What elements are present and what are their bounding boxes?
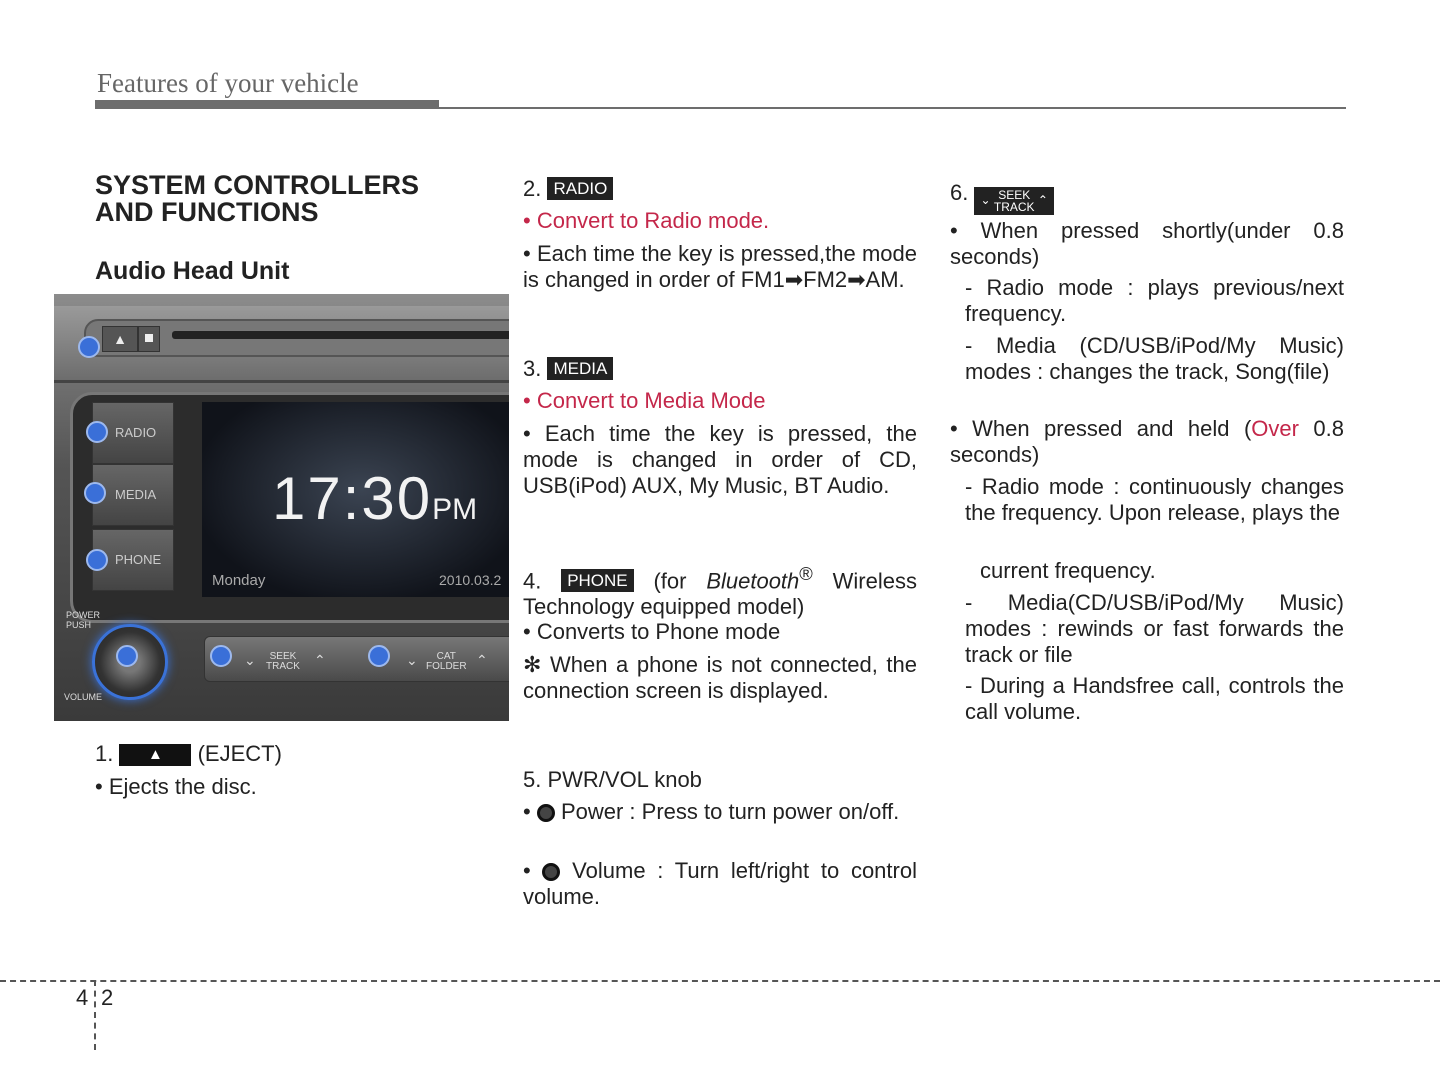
radio-number: 2. — [523, 176, 542, 201]
knob-power: • Power : Press to turn power on/off. — [523, 799, 900, 824]
head-unit-image — [54, 294, 509, 721]
seek-number: 6. — [950, 180, 969, 205]
media-button-image: MEDIA — [92, 464, 174, 526]
seek-bullet-1: • When pressed shortly(under 0.8 seconds) — [950, 218, 1344, 269]
chevron-down-icon: ⌄ — [406, 652, 418, 668]
disc-opening — [172, 331, 509, 339]
phone-title-bluetooth: Bluetooth — [706, 568, 800, 594]
callout-marker — [86, 549, 108, 571]
media-heading — [523, 356, 613, 382]
radio-heading — [523, 176, 613, 202]
callout-marker — [368, 645, 390, 667]
knob-power-text: Power : Press to turn power on/off. — [560, 799, 900, 824]
header-bar — [95, 100, 439, 107]
eject-bullet: • Ejects the disc. — [95, 774, 257, 799]
seek-track-key-icon: ⌄ SEEK TRACK ⌃ — [974, 187, 1053, 215]
cat-label-2: FOLDER — [426, 661, 467, 672]
seek-track-label — [266, 652, 300, 672]
subtitle: Audio Head Unit — [95, 257, 290, 285]
radio-line-1: • Convert to Radio mode. — [523, 208, 770, 233]
power-label — [66, 610, 100, 630]
eject-label: (EJECT) — [197, 741, 282, 766]
seek-b2-over: Over — [1251, 416, 1299, 441]
seek-key-2: TRACK — [993, 199, 1035, 214]
callout-marker — [86, 421, 108, 443]
seek-b2-media: - Media(CD/USB/iPod/My Music) modes : rewinds or fast forwards the track or file — [965, 590, 1344, 667]
seek-b2-call: - During a Handsfree call, controls the call volume. — [965, 673, 1344, 724]
knob-icon — [537, 804, 555, 822]
clock-ampm: PM — [432, 493, 478, 526]
page-title — [95, 172, 475, 226]
seek-b2-a: • When pressed and held ( — [950, 416, 1252, 441]
seek-bullet-2 — [950, 416, 1344, 468]
callout-marker — [78, 336, 100, 358]
volume-label: VOLUME — [64, 692, 103, 702]
section-header: Features of your vehicle — [97, 68, 359, 98]
phone-line-2: ✻ When a phone is not connected, the connection screen is displayed. — [523, 652, 917, 703]
eject-icon: ▲ — [102, 326, 138, 352]
eject-key-icon: ▲ — [119, 744, 191, 766]
title-line-2: AND FUNCTIONS — [95, 197, 319, 227]
phone-number: 4. — [523, 568, 542, 594]
seek-label-2: TRACK — [266, 661, 300, 672]
clock-time: 17:30 — [272, 465, 433, 532]
chevron-down-icon: ⌄ — [244, 652, 256, 668]
header-rule — [95, 107, 1346, 109]
chevron-up-icon: ⌃ — [476, 652, 488, 668]
knob-volume-text: Volume : Turn left/right to control volume. — [523, 858, 917, 909]
phone-heading — [523, 561, 917, 620]
cat-label-1: CAT — [436, 651, 456, 662]
power-label-1: POWER — [66, 610, 101, 620]
footer-divider — [94, 980, 96, 1050]
seek-b1-radio: - Radio mode : plays previous/next frequency. — [965, 275, 1344, 326]
radio-button-image: RADIO — [92, 402, 174, 464]
chevron-up-icon: ⌃ — [314, 652, 326, 668]
seek-label-1: SEEK — [269, 651, 297, 662]
phone-title-reg: ® — [799, 563, 813, 584]
knob-volume: • Volume : Turn left/right to control volume. — [523, 858, 917, 909]
media-number: 3. — [523, 356, 542, 381]
cat-folder-label — [426, 652, 467, 672]
callout-marker — [84, 482, 106, 504]
phone-line-1: • Converts to Phone mode — [523, 619, 781, 644]
phone-key-label: PHONE — [561, 569, 633, 592]
chapter-number: 4 — [76, 985, 89, 1010]
eject-number: 1. — [95, 741, 114, 766]
knob-title: 5. PWR/VOL knob — [523, 767, 702, 792]
radio-line-2: • Each time the key is pressed,the mode is changed in order of FM1➡FM2➡AM. — [523, 241, 917, 292]
date-display: 2010.03.2 — [439, 572, 502, 588]
title-line-1: SYSTEM CONTROLLERS — [95, 170, 420, 200]
callout-marker — [210, 645, 232, 667]
seek-heading — [950, 180, 1054, 215]
footer-rule — [0, 980, 1440, 982]
knob-icon — [542, 863, 560, 881]
clock-display — [272, 464, 477, 533]
media-key-label: MEDIA — [547, 357, 613, 380]
power-label-2: PUSH — [66, 620, 92, 630]
stop-icon — [138, 326, 160, 352]
seek-key-1: SEEK — [998, 187, 1031, 202]
day-display: Monday — [212, 572, 266, 589]
phone-button-image: PHONE — [92, 529, 174, 591]
seek-b1-media: - Media (CD/USB/iPod/My Music) modes : changes the track, Song(file) — [965, 333, 1344, 384]
seek-b2-radio: - Radio mode : continuously changes the frequency. Upon release, plays the — [965, 474, 1344, 525]
eject-heading — [95, 741, 282, 767]
media-line-2: • Each time the key is pressed, the mode is changed in order of CD, USB(iPod) AUX, My Music, BT Audio. — [523, 421, 917, 498]
seek-b2-radio-2: current frequency. — [980, 558, 1156, 583]
seek-b2-c: 0.8 seconds) — [950, 416, 1344, 467]
phone-title-a: (for — [653, 568, 707, 594]
page-number: 2 — [101, 985, 114, 1010]
phone-title-d: Wireless Technology equipped model) — [523, 568, 917, 620]
radio-key-label: RADIO — [547, 177, 613, 200]
media-line-1: • Convert to Media Mode — [523, 388, 766, 413]
callout-marker — [116, 645, 138, 667]
